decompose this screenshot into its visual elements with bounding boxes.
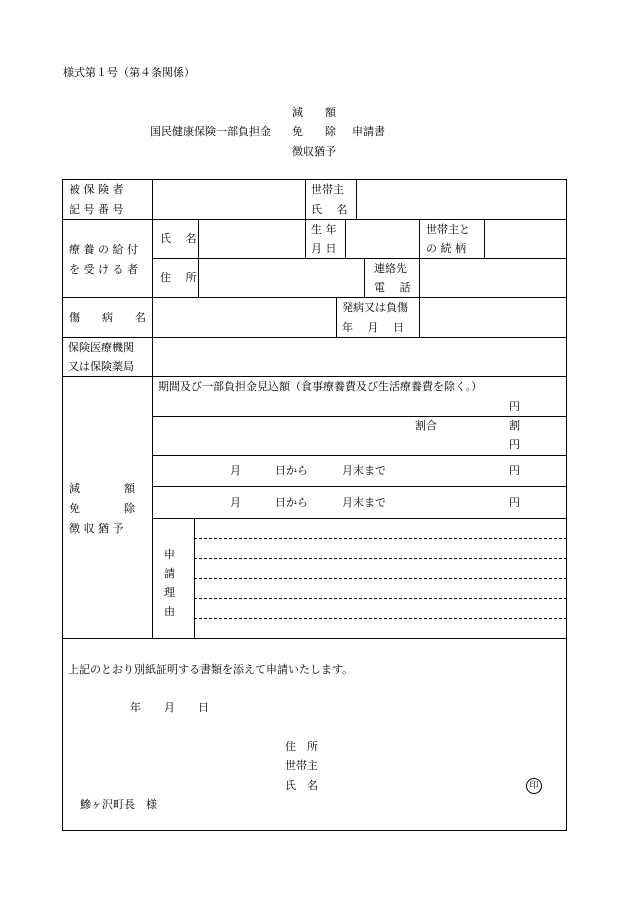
householder-label: 氏 名: [311, 203, 348, 216]
recipient-name-field[interactable]: [199, 220, 304, 257]
contact-label: 連絡先: [374, 262, 407, 275]
recipient-label: を 受 け る 者: [69, 263, 138, 276]
section-label: 免 除: [69, 502, 135, 515]
insured-label: 記 号 番 号: [69, 203, 124, 216]
period-month-end: 月末まで: [342, 496, 386, 509]
title-suffix: 申請書: [352, 125, 385, 138]
institution-label: 保険医療機関: [68, 341, 134, 354]
wari-unit: 割: [509, 419, 520, 432]
institution-field[interactable]: [153, 338, 565, 375]
date-day: 日: [198, 701, 209, 714]
reason-label-char: 由: [164, 605, 175, 618]
date-year: 年: [130, 701, 141, 714]
col-divider: [419, 219, 420, 258]
row-divider: [62, 638, 567, 639]
relation-label: の 続 柄: [426, 242, 466, 255]
reason-label-char: 申: [164, 548, 175, 561]
address-label: 住 所: [160, 271, 197, 284]
onset-date-field[interactable]: [420, 298, 565, 336]
recipient-label: 療 養 の 給 付: [69, 243, 138, 256]
householder-label: 世帯主: [311, 183, 344, 196]
title-prefix: 国民健康保険一部負担金: [150, 125, 271, 138]
col-divider: [152, 179, 153, 638]
section-label: 減 額: [69, 482, 135, 495]
title-menjo: 免 除: [292, 125, 336, 138]
birth-label: 生 年: [311, 223, 337, 236]
col-divider: [364, 258, 365, 297]
title-genkaku: 減 額: [292, 106, 336, 119]
name-label: 氏 名: [160, 232, 197, 245]
period-month: 月: [230, 496, 241, 509]
insured-label: 被 保 険 者: [69, 183, 124, 196]
relation-field[interactable]: [485, 220, 565, 257]
insured-number-field[interactable]: [153, 180, 304, 218]
disease-field[interactable]: [153, 298, 335, 336]
reason-label-char: 理: [164, 586, 175, 599]
col-divider: [336, 297, 337, 337]
yen-unit: 円: [509, 464, 520, 477]
reason-label-char: 請: [164, 567, 175, 580]
period-heading: 期間及び一部負担金見込額（食事療養費及び生活療養費を除く。）: [158, 380, 483, 393]
title-choshu: 徴収猶予: [292, 145, 336, 158]
relation-label: 世帯主と: [426, 223, 470, 236]
reason-field[interactable]: [195, 519, 565, 637]
row-divider: [152, 455, 567, 456]
yen-unit: 円: [509, 400, 520, 413]
period-day-from: 日から: [275, 464, 308, 477]
recipient-mayor: 鰺ヶ沢町長 様: [80, 798, 157, 811]
form-number: 様式第１号（第４条関係）: [63, 66, 195, 79]
yen-unit: 円: [509, 438, 520, 451]
onset-label: 年 月 日: [342, 321, 404, 334]
onset-label: 発病又は負傷: [342, 301, 408, 314]
householder-name-field[interactable]: [357, 180, 565, 218]
row-divider: [152, 486, 567, 487]
applicant-householder-label: 世帯主: [285, 759, 318, 772]
birthdate-field[interactable]: [346, 220, 418, 257]
seal-mark: 印: [526, 778, 542, 794]
recipient-address-field[interactable]: [199, 259, 363, 296]
phone-field[interactable]: [420, 259, 565, 296]
period-day-from: 日から: [275, 496, 308, 509]
date-month: 月: [164, 701, 175, 714]
section-label: 徴 収 猶 予: [69, 522, 124, 535]
row-divider: [62, 376, 567, 377]
applicant-name-label: 氏 名: [285, 779, 318, 792]
institution-label: 又は保険薬局: [68, 360, 134, 373]
row-divider: [152, 416, 567, 417]
ratio-label: 割合: [415, 419, 437, 432]
yen-unit: 円: [509, 496, 520, 509]
declaration-text: 上記のとおり別紙証明する書類を添えて申請いたします。: [68, 663, 354, 676]
col-divider: [305, 179, 306, 258]
applicant-address-label: 住 所: [285, 740, 318, 753]
period-month-end: 月末まで: [342, 464, 386, 477]
disease-label: 傷 病 名: [69, 311, 146, 324]
contact-label: 電 話: [374, 281, 411, 294]
birth-label: 月 日: [311, 242, 337, 255]
period-month: 月: [230, 464, 241, 477]
